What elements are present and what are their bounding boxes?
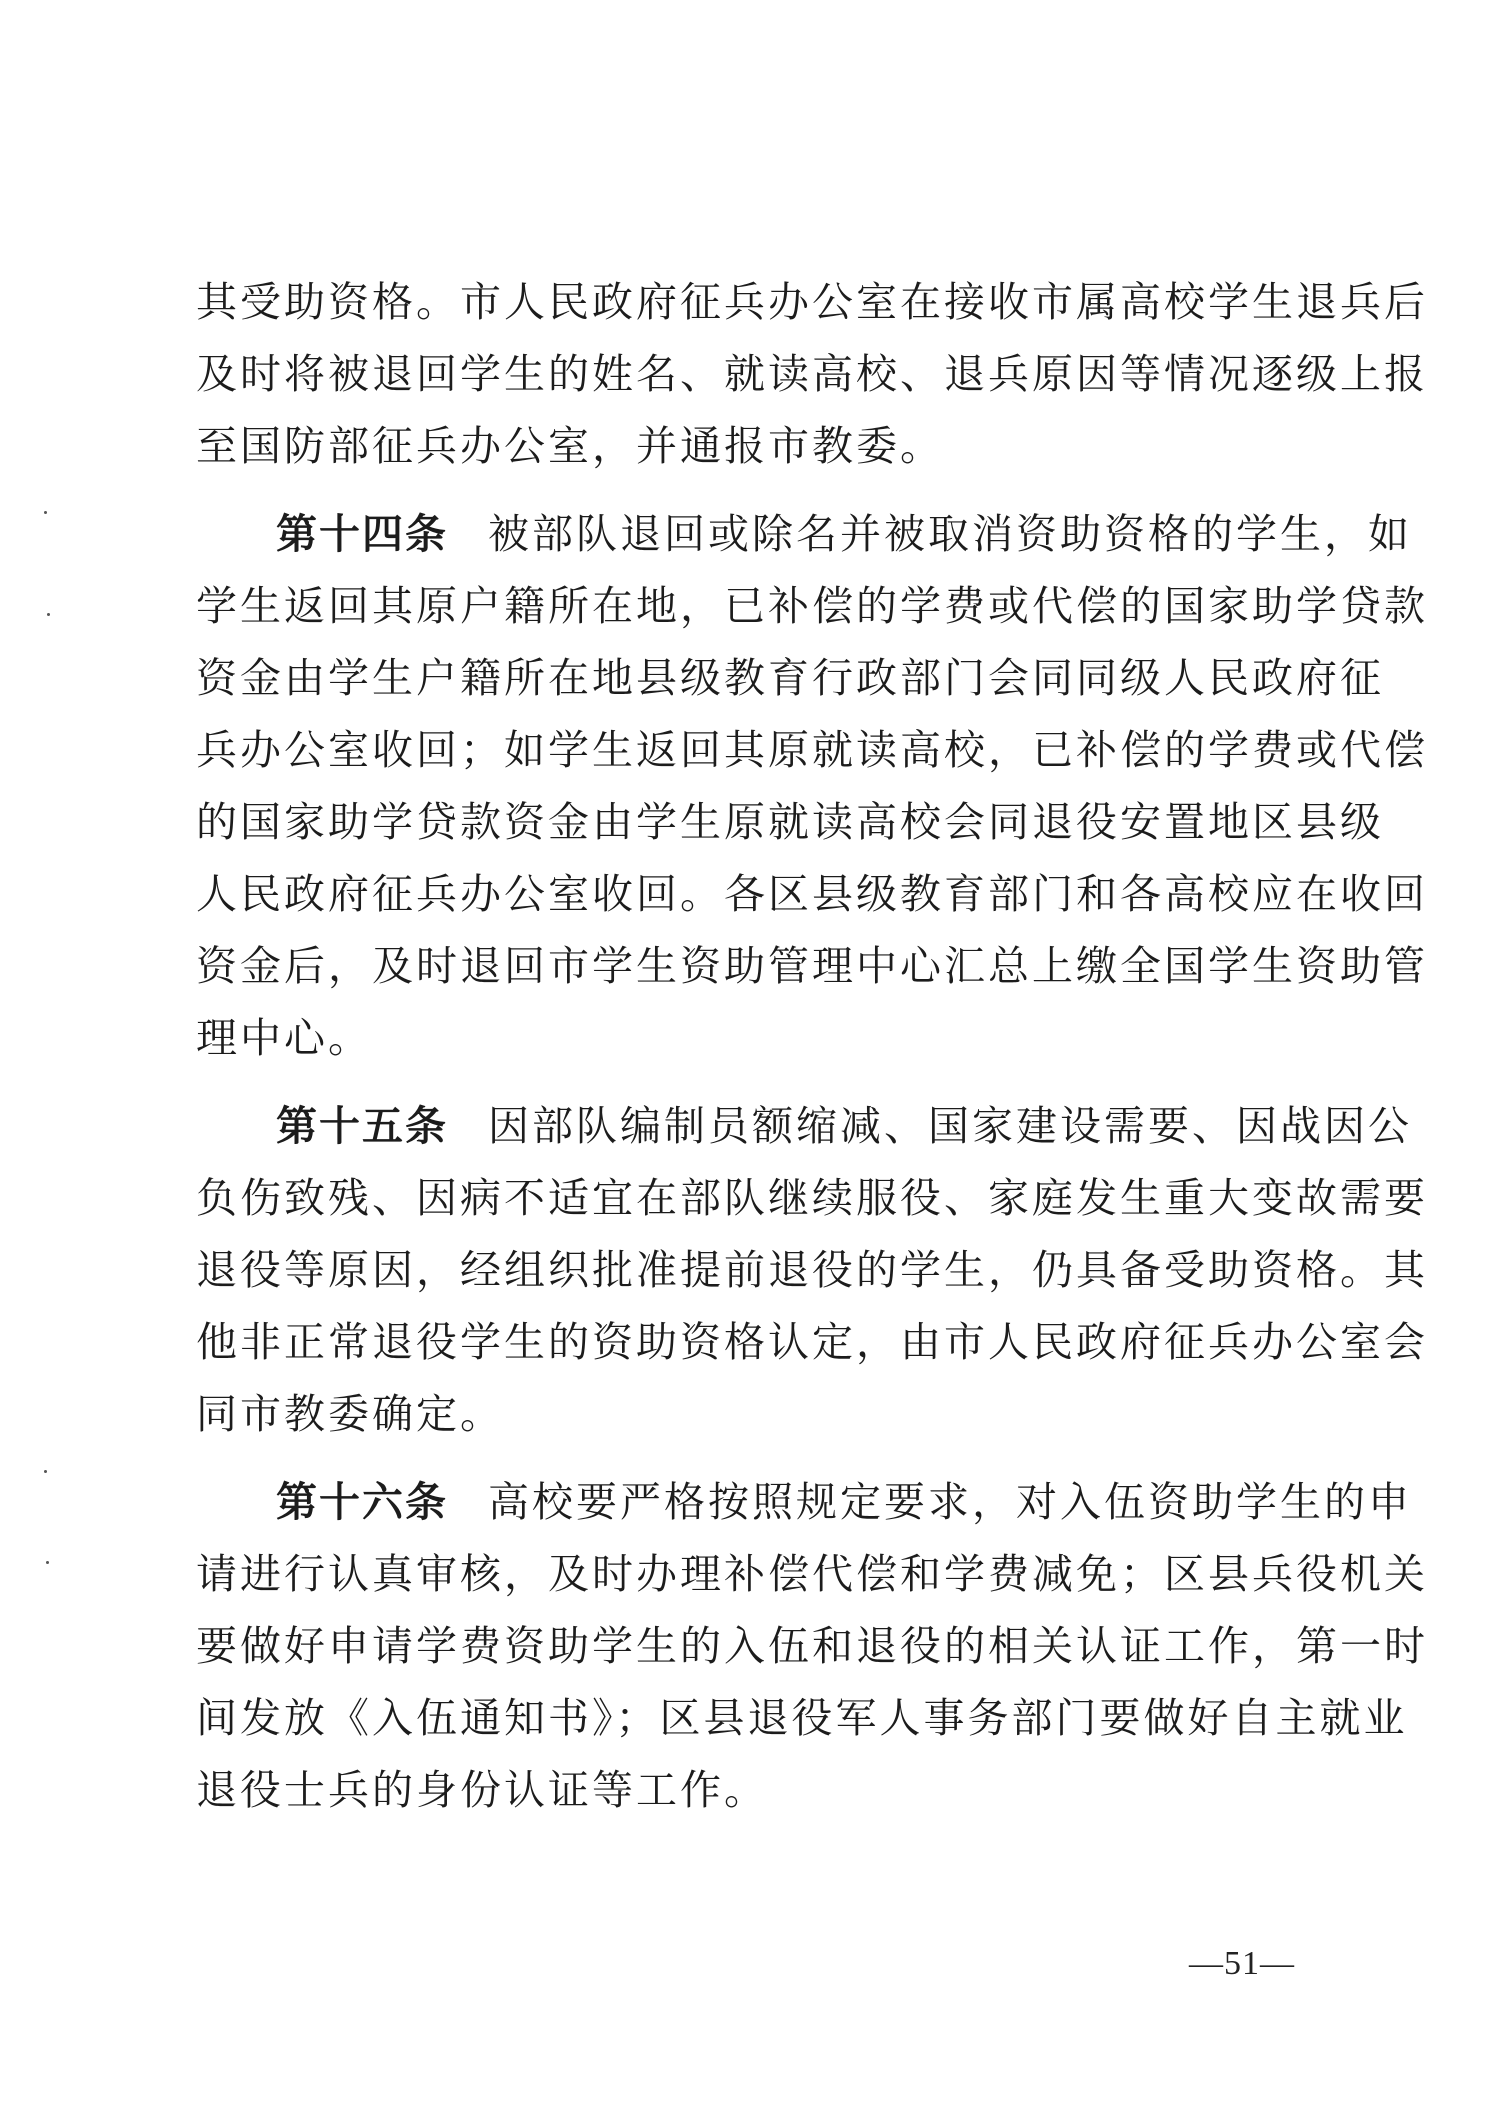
page-number: —51— xyxy=(1189,1945,1295,1982)
article-heading: 第十四条 xyxy=(276,510,448,558)
text-line: 资金后，及时退回市学生资助管理中心汇总上缴全国学生资助管 xyxy=(196,942,1428,990)
text-line xyxy=(196,1090,1412,1162)
text-line xyxy=(196,1466,1412,1538)
paragraph-article-14 xyxy=(196,498,1428,1074)
text-span: 被部队退回或除名并被取消资助资格的学生，如 xyxy=(488,510,1412,558)
paragraph-article-16 xyxy=(196,1466,1428,1826)
text-line: 学生返回其原户籍所在地，已补偿的学费或代偿的国家助学贷款 xyxy=(196,582,1428,630)
text-line: 的国家助学贷款资金由学生原就读高校会同退役安置地区县级 xyxy=(196,798,1384,846)
text-line: 人民政府征兵办公室收回。各区县级教育部门和各高校应在收回 xyxy=(196,870,1428,918)
text-line: 他非正常退役学生的资助资格认定，由市人民政府征兵办公室会 xyxy=(196,1318,1428,1366)
text-span: 高校要严格按照规定要求，对入伍资助学生的申 xyxy=(488,1478,1412,1526)
paragraph-article-15 xyxy=(196,1090,1428,1450)
body-text xyxy=(196,266,1428,1826)
text-line xyxy=(196,498,1412,570)
article-heading: 第十六条 xyxy=(276,1478,448,1526)
paragraph xyxy=(196,266,1428,482)
text-line: 负伤致残、因病不适宜在部队继续服役、家庭发生重大变故需要 xyxy=(196,1174,1428,1222)
scan-speck xyxy=(47,613,50,616)
text-line: 退役士兵的身份认证等工作。 xyxy=(196,1766,768,1814)
article-heading: 第十五条 xyxy=(276,1102,448,1150)
text-line: 及时将被退回学生的姓名、就读高校、退兵原因等情况逐级上报 xyxy=(196,350,1428,398)
text-span: 因部队编制员额缩减、国家建设需要、因战因公 xyxy=(488,1102,1412,1150)
text-line: 其受助资格。市人民政府征兵办公室在接收市属高校学生退兵后 xyxy=(196,278,1428,326)
text-line: 要做好申请学费资助学生的入伍和退役的相关认证工作，第一时 xyxy=(196,1622,1428,1670)
scan-speck xyxy=(44,511,47,514)
text-line: 至国防部征兵办公室，并通报市教委。 xyxy=(196,422,944,470)
text-line: 请进行认真审核，及时办理补偿代偿和学费减免；区县兵役机关 xyxy=(196,1550,1428,1598)
text-line: 同市教委确定。 xyxy=(196,1390,504,1438)
text-line: 兵办公室收回；如学生返回其原就读高校，已补偿的学费或代偿 xyxy=(196,726,1428,774)
scan-speck xyxy=(44,1470,47,1473)
text-line: 资金由学生户籍所在地县级教育行政部门会同同级人民政府征 xyxy=(196,654,1384,702)
text-line: 退役等原因，经组织批准提前退役的学生，仍具备受助资格。其 xyxy=(196,1246,1428,1294)
text-line: 理中心。 xyxy=(196,1014,372,1062)
scan-speck xyxy=(46,1561,49,1564)
text-line: 间发放《入伍通知书》；区县退役军人事务部门要做好自主就业 xyxy=(196,1694,1408,1742)
